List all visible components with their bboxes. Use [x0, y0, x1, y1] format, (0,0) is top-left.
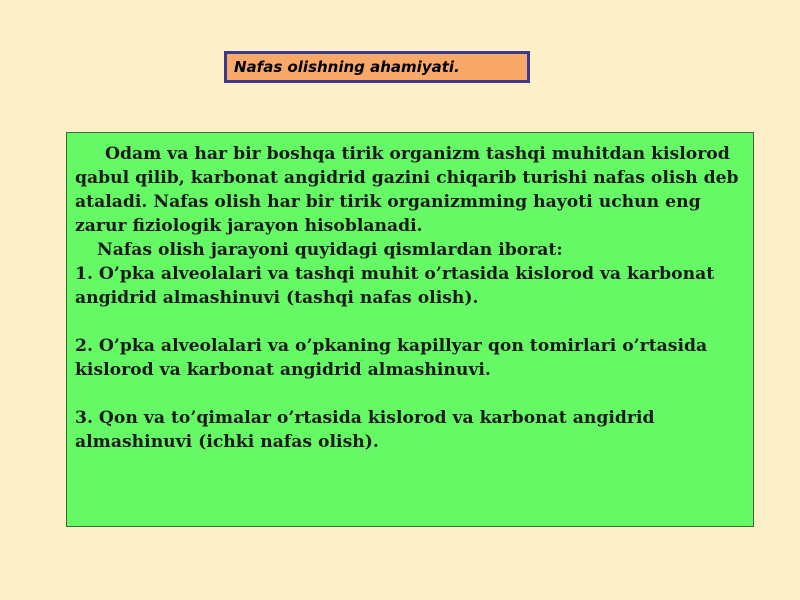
lead-paragraph: Nafas olish jarayoni quyidagi qismlardan iborat:	[97, 240, 563, 260]
list-item-1: 1. O’pka alveolalari va tashqi muhit o’rtasida kislorod va karbonat angidrid almashinuvi (tashqi nafas olish).	[75, 264, 715, 308]
slide-title-box	[224, 51, 530, 83]
intro-paragraph: Odam va har bir boshqa tirik organizm tashqi muhitdan kislorod qabul qilib, karbonat angidrid gazini chiqarib turishi nafas olish deb ataladi. Nafas olish har bir tirik organizmming hayoti uchun eng zarur fiziologik jarayon hisoblanadi.	[75, 144, 739, 236]
list-item-3: 3. Qon va to’qimalar o’rtasida kislorod va karbonat angidrid almashinuvi (ichki nafas olish).	[75, 408, 655, 452]
slide-title: Nafas olishning ahamiyati.	[234, 58, 460, 76]
spacer	[75, 310, 745, 334]
content-panel	[66, 132, 754, 527]
spacer	[75, 382, 745, 406]
list-item-2: 2. O’pka alveolalari va o’pkaning kapillyar qon tomirlari o’rtasida kislorod va karbonat angidrid almashinuvi.	[75, 336, 708, 380]
